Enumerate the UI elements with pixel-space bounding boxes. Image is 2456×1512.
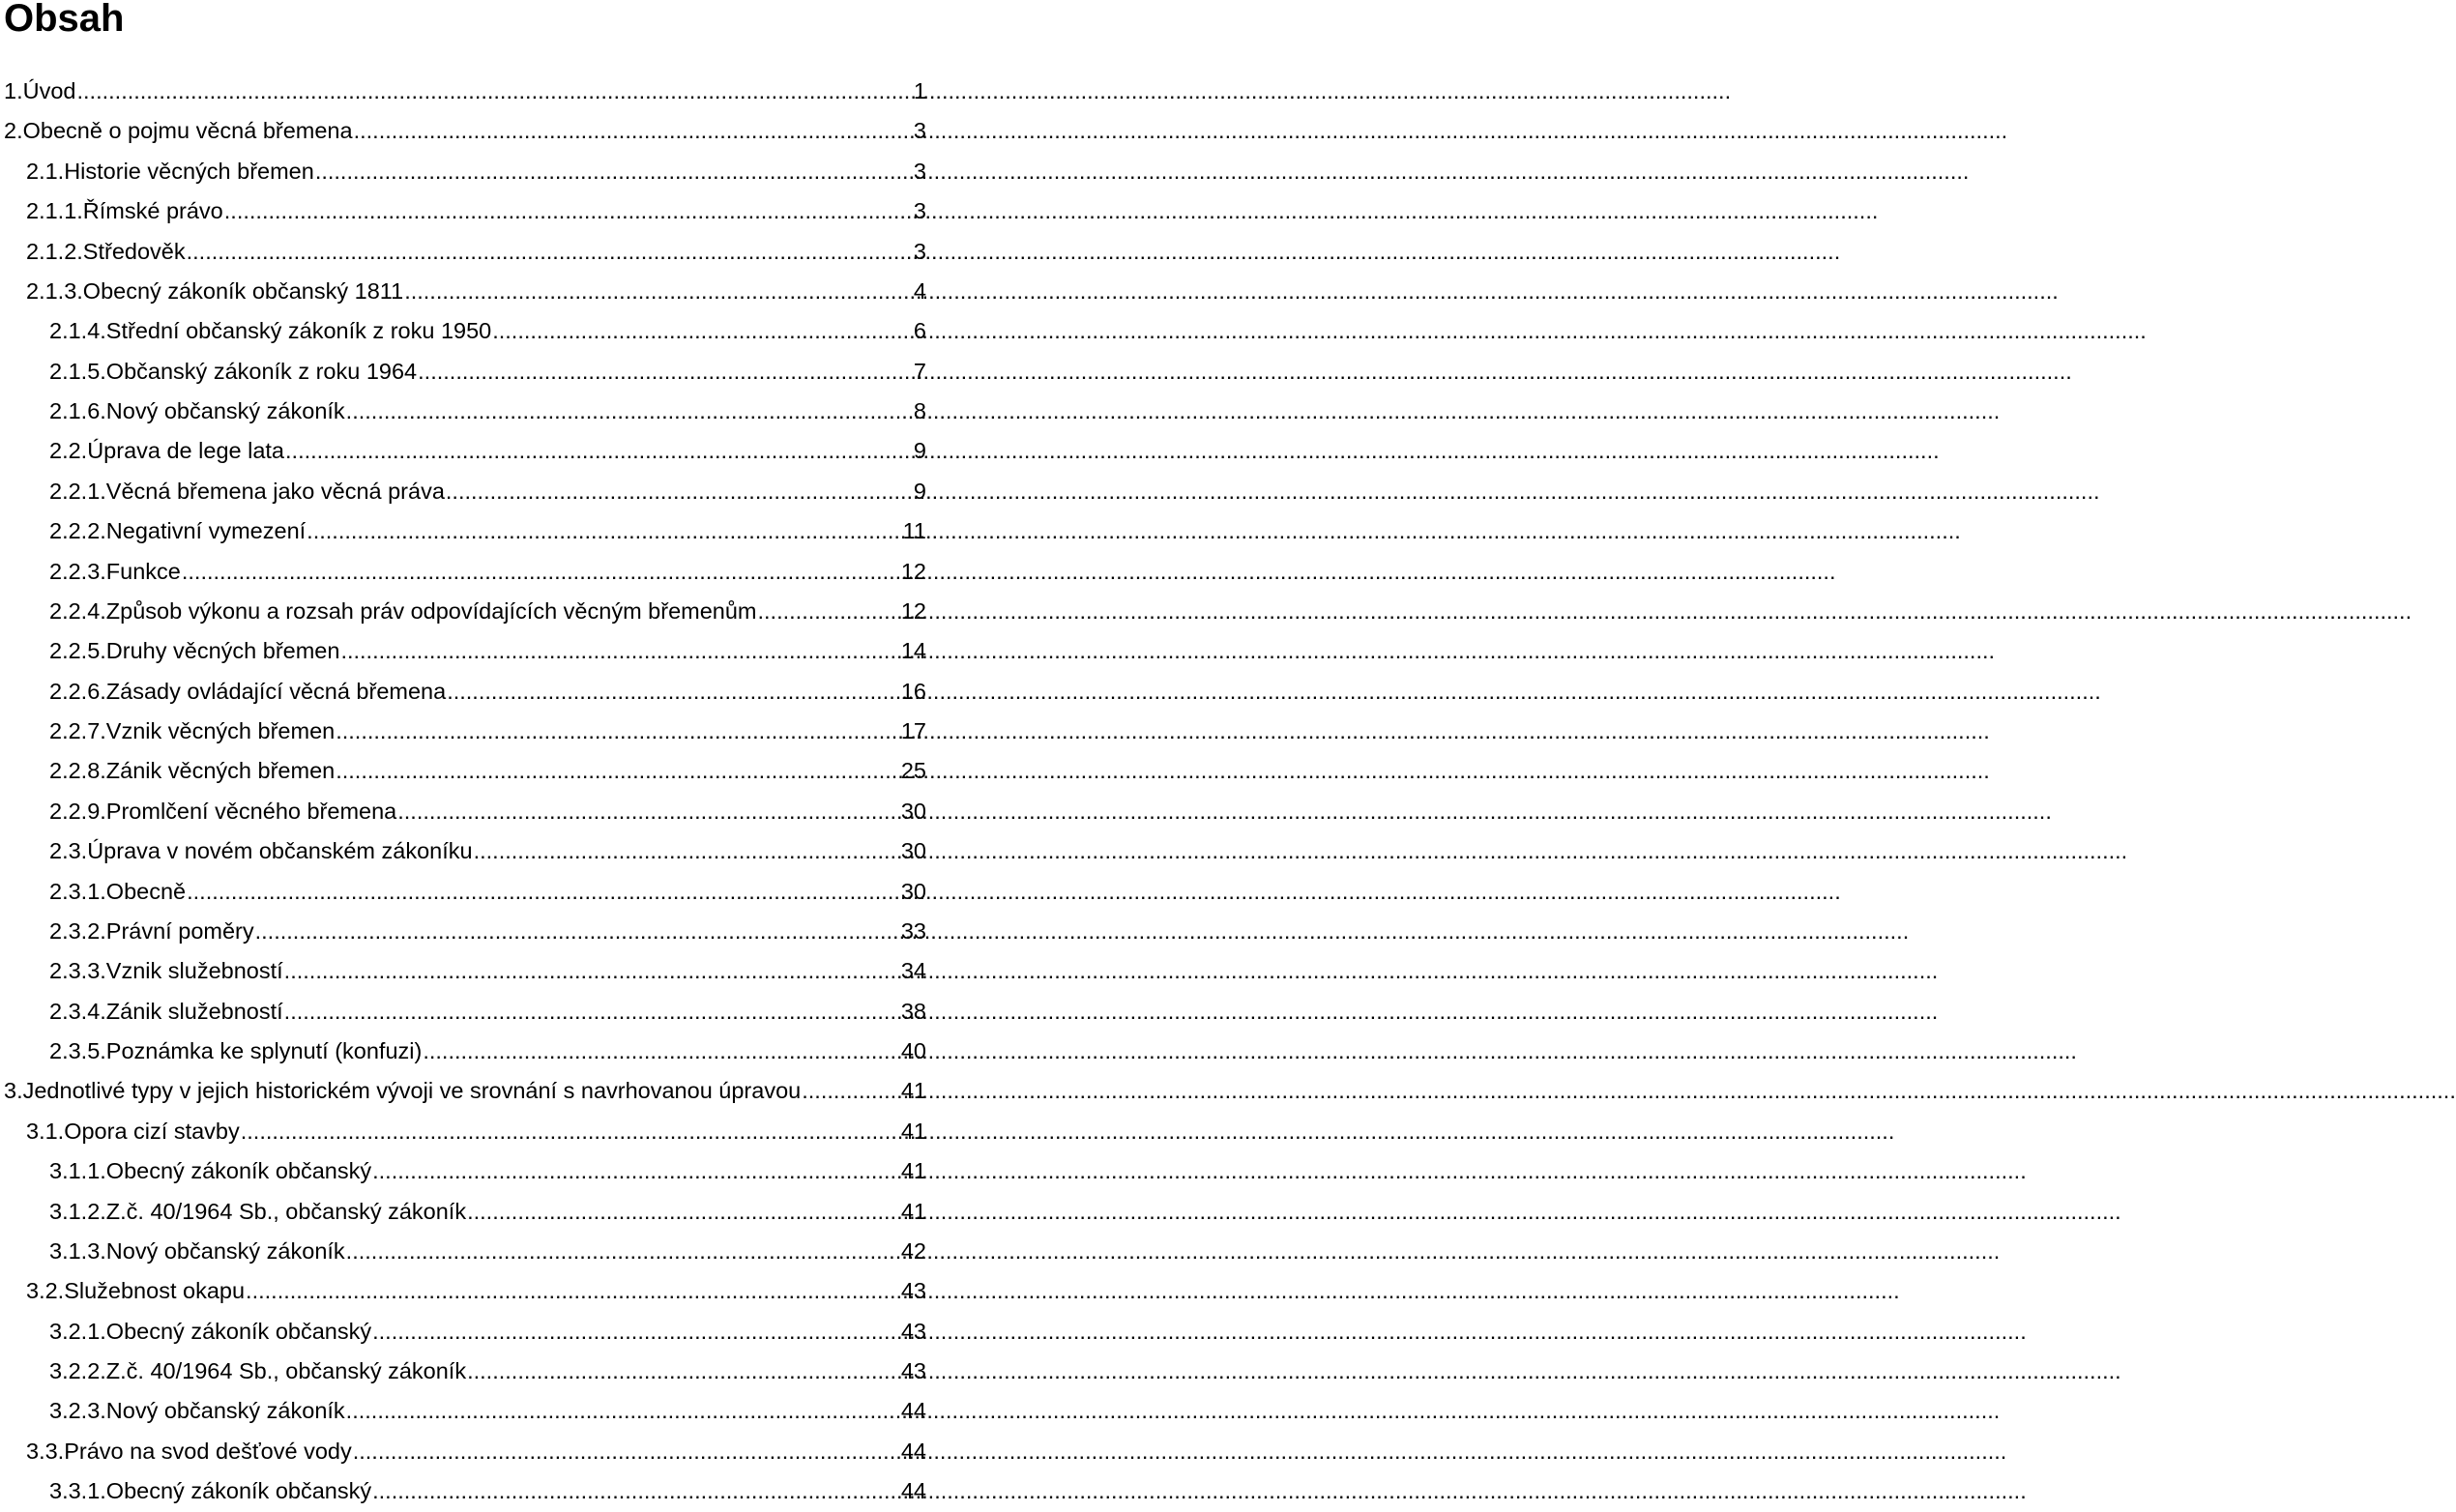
toc-entry[interactable] [0,111,928,151]
toc-dot-leader [246,1271,900,1311]
toc-entry-page-number: 40 [900,1038,926,1063]
toc-dot-leader [467,1352,900,1391]
toc-entry-title: Zánik služebností [105,998,283,1024]
toc-entry-title: Právní poměry [105,917,254,944]
toc-dot-leader [182,552,900,592]
toc-entry-page-number: 44 [900,1398,926,1424]
toc-entry-number: 2.2.1. [49,478,106,504]
toc-entry[interactable] [0,1232,928,1271]
toc-entry-page-number: 11 [902,518,926,544]
toc-entry-number: 3.2.1. [49,1318,106,1344]
toc-entry[interactable] [0,1032,928,1071]
toc-entry-page-number: 30 [900,798,926,824]
toc-entry-number: 2.2.3. [49,558,106,584]
toc-entry-page-number: 17 [900,718,926,743]
toc-entry[interactable] [0,1352,928,1391]
toc-entry-number: 2.1.1. [26,198,83,224]
toc-entry-number: 2.2.9. [49,798,106,824]
toc-dot-leader [492,311,913,351]
toc-entry[interactable] [0,232,928,272]
toc-dot-leader [446,472,913,511]
toc-dot-leader [802,1071,900,1111]
toc-entry-number: 3.1. [26,1118,65,1144]
toc-entry-page-number: 7 [913,358,926,384]
toc-entry-number: 2.2.6. [49,678,106,704]
page-title: Obsah [4,0,125,40]
toc-entry-number: 2.1.5. [49,358,106,384]
toc-entry[interactable] [0,1271,928,1311]
toc-entry-number: 2.1.2. [26,238,83,264]
toc-dot-leader [241,1112,900,1151]
toc-entry-number: 2.1. [26,158,65,184]
toc-dot-leader [187,232,913,272]
toc-entry[interactable] [0,1471,928,1511]
toc-entry[interactable] [0,72,928,111]
toc-entry-title: Vznik služebností [105,958,283,984]
toc-entry-title: Zánik věcných břemen [105,758,336,784]
toc-entry-number: 3.2.2. [49,1358,106,1383]
toc-entry[interactable] [0,1312,928,1352]
toc-entry[interactable] [0,912,928,951]
toc-dot-leader [423,1032,900,1071]
toc-entry-title: Věcná břemena jako věcná práva [105,478,445,504]
toc-dot-leader [418,352,913,392]
toc-entry-title: Druhy věcných břemen [105,638,340,664]
toc-entry-title: Obecný zákoník občanský [105,1318,372,1344]
toc-entry[interactable] [0,1432,928,1471]
toc-entry-title: Středověk [82,238,186,264]
toc-entry-number: 2.3.4. [49,998,106,1024]
toc-entry-title: Negativní vymezení [105,518,307,544]
toc-dot-leader [336,751,900,791]
toc-entry-number: 2.2.7. [49,718,106,743]
toc-entry-title: Obecný zákoník občanský [105,1158,372,1184]
toc-entry[interactable] [0,992,928,1032]
toc-entry-page-number: 38 [900,998,926,1024]
toc-entry-page-number: 8 [913,398,926,423]
toc-dot-leader [467,1192,900,1232]
toc-entry-title: Promlčení věcného břemena [105,798,397,824]
toc-entry-page-number: 25 [900,758,926,784]
toc-dot-leader [474,831,900,871]
toc-dot-leader [354,111,913,151]
toc-entry-title: Římské právo [82,198,223,224]
toc-entry-page-number: 44 [900,1478,926,1504]
toc-entry-number: 3.2. [26,1278,65,1304]
toc-dot-leader [372,1471,900,1511]
toc-entry-number: 3.2.3. [49,1398,106,1424]
toc-entry[interactable] [0,392,928,431]
toc-entry-page-number: 12 [900,558,926,584]
toc-entry-title: Z.č. 40/1964 Sb., občanský zákoník [105,1358,467,1383]
toc-entry-page-number: 6 [913,318,926,344]
toc-entry-title: Funkce [105,558,181,584]
toc-dot-leader [346,1232,900,1271]
toc-entry-title: Nový občanský zákoník [105,1398,345,1424]
toc-entry-number: 3.1.3. [49,1237,106,1264]
toc-entry[interactable] [0,1071,928,1111]
toc-entry-page-number: 30 [900,878,926,904]
toc-entry-page-number: 41 [900,1118,926,1144]
toc-entry-number: 2.2.8. [49,758,106,784]
toc-entry-title: Jednotlivé typy v jejich historickém vývoji ve srovnání s navrhovanou úpravou [22,1078,802,1104]
toc-entry-page-number: 42 [900,1237,926,1264]
toc-entry[interactable] [0,191,928,231]
toc-entry-number: 2.2. [49,438,88,464]
toc-entry[interactable] [0,712,928,751]
toc-dot-leader [284,951,900,991]
toc-entry-page-number: 33 [900,917,926,944]
toc-dot-leader [340,631,899,671]
toc-entry[interactable] [0,311,928,351]
toc-entry[interactable] [0,1192,928,1232]
toc-dot-leader [76,72,912,111]
toc-dot-leader [346,1391,900,1431]
toc-entry-page-number: 41 [900,1078,926,1104]
toc-entry-page-number: 30 [900,838,926,864]
toc-entry-title: Občanský zákoník z roku 1964 [105,358,418,384]
toc-entry-number: 3.3. [26,1438,65,1464]
toc-entry-number: 2.2.2. [49,518,106,544]
toc-dot-leader [285,431,913,471]
toc-entry[interactable] [0,751,928,791]
toc-dot-leader [397,792,900,831]
toc-entry-title: Úvod [22,78,76,103]
toc-entry-title: Historie věcných břemen [64,158,314,184]
toc-entry-page-number: 12 [900,597,926,624]
toc-entry[interactable] [0,951,928,991]
toc-entry-page-number: 41 [900,1198,926,1224]
toc-entry-number: 2.2.4. [49,597,106,624]
toc-entry-page-number: 41 [900,1158,926,1184]
toc-entry-title: Obecně [105,878,187,904]
toc-entry-number: 2.3.3. [49,958,106,984]
toc-dot-leader [255,912,900,951]
toc-dot-leader [187,872,900,912]
toc-entry-title: Nový občanský zákoník [105,1237,345,1264]
toc-entry-title: Z.č. 40/1964 Sb., občanský zákoník [105,1198,467,1224]
toc-entry-page-number: 16 [900,678,926,704]
toc-entry-title: Způsob výkonu a rozsah práv odpovídajících věcným břemenům [105,597,757,624]
toc-entry-page-number: 9 [913,438,926,464]
toc-entry-number: 3.3.1. [49,1478,106,1504]
toc-entry-page-number: 4 [913,277,926,304]
toc-entry-title: Střední občanský zákoník z roku 1950 [105,318,492,344]
toc-dot-leader [224,191,913,231]
toc-entry-page-number: 43 [900,1358,926,1383]
toc-entry-number: 2.3. [49,838,88,864]
toc-entry[interactable] [0,152,928,191]
toc-entry-page-number: 43 [900,1278,926,1304]
toc-dot-leader [758,592,900,631]
toc-entry-number: 2.1.6. [49,398,106,423]
toc-entry-page-number: 43 [900,1318,926,1344]
toc-entry-number: 2. [4,118,23,144]
toc-entry-number: 2.3.1. [49,878,106,904]
toc-entry-number: 2.3.5. [49,1038,106,1063]
toc-entry[interactable] [0,672,928,712]
toc-entry-number: 1. [4,78,23,103]
toc-entry-title: Služebnost okapu [64,1278,246,1304]
toc-entry-title: Úprava v novém občanském zákoníku [87,838,473,864]
toc-entry-page-number: 44 [900,1438,926,1464]
toc-entry-page-number: 34 [900,958,926,984]
toc-entry-title: Opora cizí stavby [64,1118,240,1144]
toc-entry[interactable] [0,352,928,392]
toc-entry-page-number: 1 [913,78,926,103]
toc-entry-title: Obecný zákoník občanský [105,1478,372,1504]
toc-entry[interactable] [0,592,928,631]
toc-entry-page-number: 14 [900,638,926,664]
toc-entry[interactable] [0,552,928,592]
toc-entry-title: Úprava de lege lata [87,438,285,464]
toc-entry[interactable] [0,872,928,912]
toc-entry-page-number: 3 [913,198,926,224]
toc-entry[interactable] [0,431,928,471]
toc-entry[interactable] [0,272,928,311]
toc-entry[interactable] [0,631,928,671]
toc-dot-leader [307,511,901,551]
toc-entry-number: 2.1.4. [49,318,106,344]
toc-entry-page-number: 3 [913,118,926,144]
toc-entry-number: 3. [4,1078,23,1104]
toc-entry-title: Poznámka ke splynutí (konfuzi) [105,1038,423,1063]
toc-entry[interactable] [0,1112,928,1151]
toc-dot-leader [346,392,913,431]
toc-entry-title: Zásady ovládající věcná břemena [105,678,447,704]
toc-entry[interactable] [0,831,928,871]
toc-entry[interactable] [0,472,928,511]
toc-dot-leader [372,1151,900,1191]
toc-entry-number: 2.3.2. [49,917,106,944]
toc-entry-title: Vznik věcných břemen [105,718,336,743]
toc-entry-title: Obecný zákoník občanský 1811 [82,277,404,304]
toc-dot-leader [404,272,913,311]
toc-entry-page-number: 9 [913,478,926,504]
toc-dot-leader [315,152,913,191]
toc-dot-leader [336,712,900,751]
toc-entry-number: 3.1.1. [49,1158,106,1184]
toc-entry-number: 3.1.2. [49,1198,106,1224]
toc-entry-page-number: 3 [913,158,926,184]
toc-entry-title: Nový občanský zákoník [105,398,345,423]
toc-entry[interactable] [0,792,928,831]
toc-entry-number: 2.2.5. [49,638,106,664]
toc-entry-number: 2.1.3. [26,277,83,304]
toc-entry-title: Obecně o pojmu věcná břemena [22,118,353,144]
toc-dot-leader [284,992,900,1032]
toc-dot-leader [447,672,900,712]
toc-entry[interactable] [0,1151,928,1191]
toc-entry[interactable] [0,1391,928,1431]
table-of-contents [0,72,928,1512]
toc-entry-page-number: 3 [913,238,926,264]
toc-dot-leader [372,1312,900,1352]
toc-dot-leader [353,1432,900,1471]
toc-entry[interactable] [0,511,928,551]
toc-entry-title: Právo na svod dešťové vody [64,1438,352,1464]
